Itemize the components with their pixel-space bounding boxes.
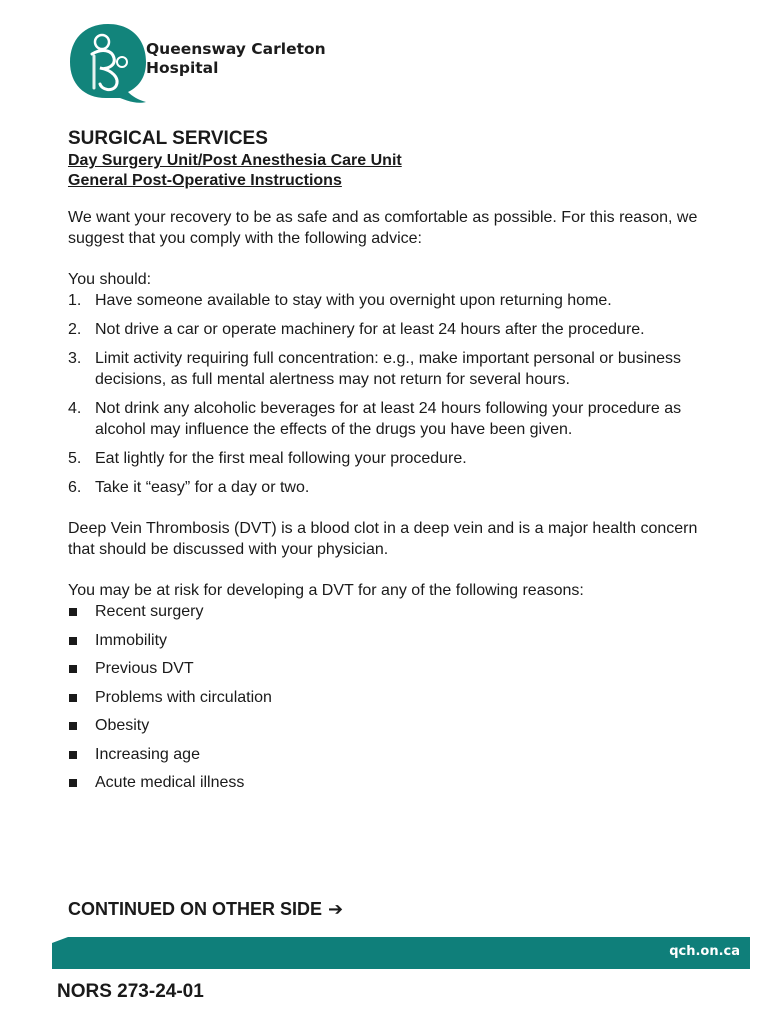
bullet-square-icon xyxy=(69,637,77,645)
instruction-number: 6. xyxy=(68,479,82,496)
you-should-label: You should: xyxy=(68,271,152,288)
dvt-definition: Deep Vein Thrombosis (DVT) is a blood clot in a deep vein and is a major health concern that should be discussed with your physician. xyxy=(68,520,698,558)
risk-factor-item xyxy=(68,630,718,651)
instruction-text: Take it “easy” for a day or two. xyxy=(95,479,310,496)
risk-factor-list xyxy=(68,601,718,793)
instruction-item xyxy=(68,398,718,440)
instruction-text: Not drink any alcoholic beverages for at least 24 hours following your procedure as alcohol may influence the effects of the drugs you have been given. xyxy=(95,400,682,438)
risk-factor-text: Acute medical illness xyxy=(95,774,245,791)
risk-factor-text: Problems with circulation xyxy=(95,688,272,706)
instruction-text: Limit activity requiring full concentration: e.g., make important personal or business decisions, as full mental alertness may not return for several hours. xyxy=(95,350,682,388)
instruction-number: 2. xyxy=(68,321,82,338)
instruction-item xyxy=(68,348,718,390)
instruction-item xyxy=(68,477,718,498)
document-body xyxy=(68,127,718,801)
document-subtitle-instructions: General Post-Operative Instructions xyxy=(68,172,342,189)
bullet-square-icon xyxy=(69,751,77,759)
hospital-name-line1: Queensway Carleton xyxy=(146,40,326,58)
bullet-square-icon xyxy=(69,608,77,616)
instruction-number: 5. xyxy=(68,450,82,467)
document-title: SURGICAL SERVICES xyxy=(68,128,268,149)
intro-paragraph: We want your recovery to be as safe and as comfortable as possible. For this reason, we suggest that you comply with the following advice: xyxy=(68,209,698,247)
instruction-list xyxy=(68,290,718,498)
instruction-text: Have someone available to stay with you overnight upon returning home. xyxy=(95,292,612,309)
instruction-text: Eat lightly for the first meal following your procedure. xyxy=(95,450,467,467)
bullet-square-icon xyxy=(69,665,77,673)
risk-factor-item xyxy=(68,744,718,765)
risk-factor-text: Increasing age xyxy=(95,745,200,763)
bullet-square-icon xyxy=(69,694,77,702)
risk-factor-text: Previous DVT xyxy=(95,660,194,677)
risk-factor-text: Recent surgery xyxy=(95,603,204,620)
form-code: NORS 273-24-01 xyxy=(57,981,204,1002)
hospital-name xyxy=(146,40,326,78)
instruction-item xyxy=(68,319,718,340)
footer-bar xyxy=(52,937,750,969)
dvt-risk-intro: You may be at risk for developing a DVT for any of the following reasons: xyxy=(68,582,584,599)
hospital-name-line2: Hospital xyxy=(146,59,219,77)
instruction-item xyxy=(68,448,718,469)
right-arrow-icon: ➔ xyxy=(328,899,344,920)
risk-factor-item xyxy=(68,601,718,622)
risk-factor-item xyxy=(68,687,718,708)
footer-website: qch.on.ca xyxy=(669,944,740,959)
risk-factor-text: Obesity xyxy=(95,717,150,734)
hospital-logo xyxy=(68,22,328,104)
instruction-text: Not drive a car or operate machinery for at least 24 hours after the procedure. xyxy=(95,321,645,338)
risk-factor-text: Immobility xyxy=(95,631,168,649)
risk-factor-item xyxy=(68,658,718,679)
instruction-number: 1. xyxy=(68,292,82,309)
hospital-logo-icon xyxy=(68,22,148,104)
document-subtitle-unit: Day Surgery Unit/Post Anesthesia Care Unit xyxy=(68,152,402,169)
instruction-number: 3. xyxy=(68,350,82,367)
instruction-number: 4. xyxy=(68,400,82,417)
bullet-square-icon xyxy=(69,779,77,787)
risk-factor-item xyxy=(68,715,718,736)
instruction-item xyxy=(68,290,718,311)
bullet-square-icon xyxy=(69,722,77,730)
continued-notice xyxy=(68,897,343,922)
risk-factor-item xyxy=(68,772,718,793)
continued-text: CONTINUED ON OTHER SIDE xyxy=(68,899,323,919)
